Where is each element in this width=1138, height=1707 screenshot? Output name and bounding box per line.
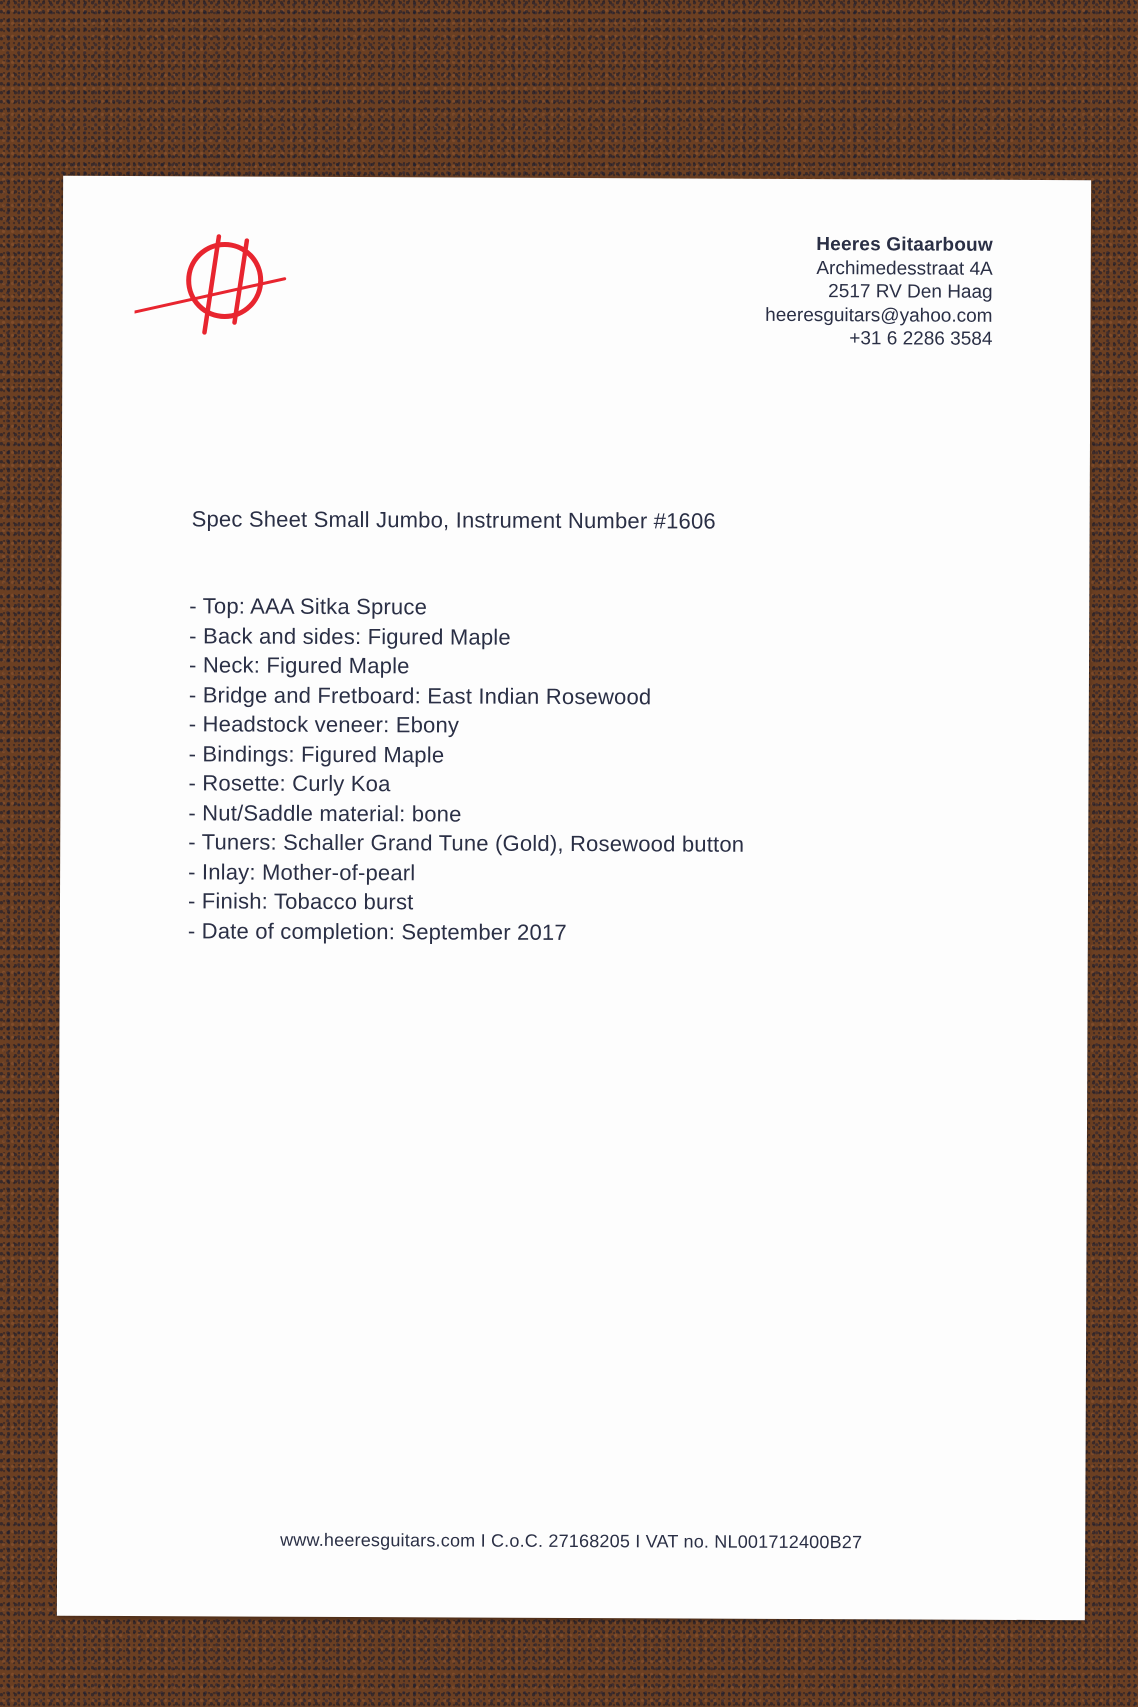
company-name: Heeres Gitaarbouw	[816, 234, 993, 256]
document-title: Spec Sheet Small Jumbo, Instrument Number #1606	[191, 506, 716, 534]
spec-item: - Neck: Figured Maple	[188, 652, 410, 679]
spec-item: - Inlay: Mother-of-pearl	[188, 858, 416, 885]
spec-item: - Nut/Saddle material: bone	[188, 799, 462, 827]
spec-item: - Headstock veneer: Ebony	[188, 711, 460, 738]
spec-item: - Bindings: Figured Maple	[188, 740, 445, 767]
phone-number: +31 6 2286 3584	[849, 328, 993, 350]
street-address: Archimedesstraat 4A	[816, 257, 993, 280]
spec-list	[188, 591, 746, 947]
email-address: heeresguitars@yahoo.com	[765, 304, 993, 327]
spec-item: - Rosette: Curly Koa	[188, 770, 391, 797]
footer-company-info: www.heeresguitars.com I C.o.C. 27168205 I VAT no. NL001712400B27	[280, 1529, 863, 1553]
spec-item: - Tuners: Schaller Grand Tune (Gold), Rosewood button	[188, 829, 745, 857]
spec-item: - Finish: Tobacco burst	[187, 888, 414, 915]
spec-sheet-paper	[57, 176, 1091, 1620]
heeres-logo-icon	[134, 230, 294, 341]
spec-item: - Top: AAA Sitka Spruce	[189, 593, 428, 620]
city-address: 2517 RV Den Haag	[828, 281, 993, 303]
spec-item: - Back and sides: Figured Maple	[189, 622, 511, 650]
spec-item: - Date of completion: September 2017	[187, 917, 567, 945]
letterhead-address	[765, 233, 993, 351]
spec-item: - Bridge and Fretboard: East Indian Rosewood	[188, 681, 652, 709]
